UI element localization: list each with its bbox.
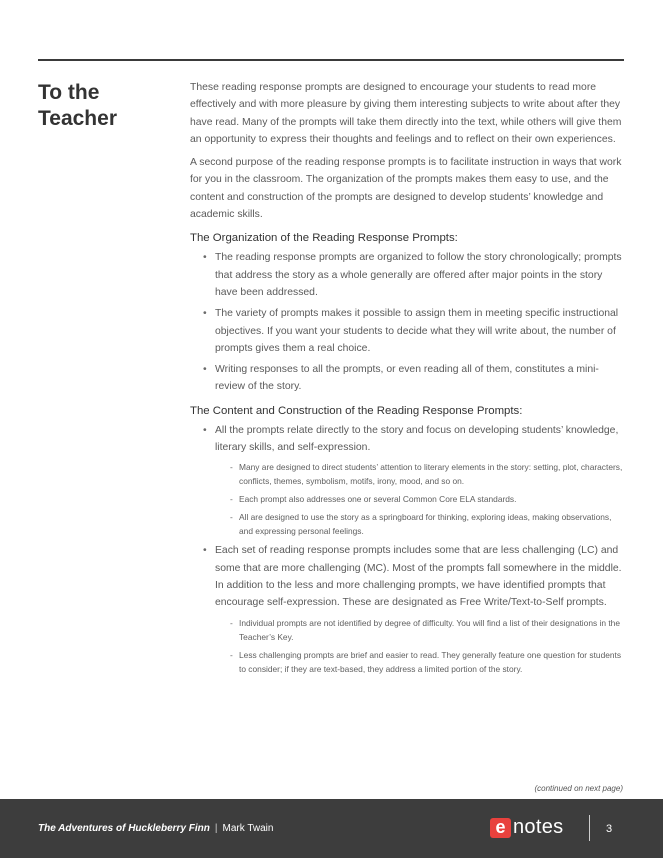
sub-list-item: - Less challenging prompts are brief and easier to read. They generally feature one question for students to consider; if they are text-based, they address a limited portion of the story.: [215, 648, 626, 676]
author-name: Mark Twain: [222, 823, 274, 834]
sub-list-item: - Many are designed to direct students’ attention to literary elements in the story: setting, plot, characters, conflicts, themes, symbolism, motifs, irony, mood, and so on.: [215, 460, 626, 488]
top-rule: [38, 59, 624, 61]
list-item-text: All the prompts relate directly to the story and focus on developing students’ knowledge, literary skills, and self-expression.: [215, 424, 619, 454]
intro-paragraph-2: A second purpose of the reading response prompts is to facilitate instruction in ways that work for you in the classroom. The organization of the prompts makes them easy to use, and the content and construction of the prompts are designed to develop students’ knowledge and academic skills.: [190, 157, 622, 221]
page-footer: [0, 799, 663, 858]
logo-text: notes: [513, 816, 564, 838]
list-item: • Writing responses to all the prompts, or even reading all of them, constitutes a mini-review of the story.: [190, 361, 626, 396]
list-item: [190, 542, 626, 675]
intro-paragraph-1: These reading response prompts are designed to encourage your students to read more effectively and with more pleasure by giving them interesting subjects to write about after they have read. Many of the prompts will take them directly into the text, while others will give them an opportunity to express their thoughts and feelings and to reflect on their own experiences.: [190, 82, 622, 145]
sub-list: [215, 616, 626, 676]
list-item: • The variety of prompts makes it possible to assign them in meeting specific instructional objectives. If you want your students to decide what they will write about, the number of prompts gives them a real choice.: [190, 305, 626, 357]
sub-list: [215, 460, 626, 538]
logo-mark: e: [490, 818, 511, 838]
footer-book-title: [38, 822, 273, 836]
book-title: The Adventures of Huckleberry Finn: [38, 823, 210, 834]
organization-list: [190, 249, 626, 395]
page-title: To the Teacher: [38, 81, 117, 130]
list-item: [190, 422, 626, 539]
footer-divider: [589, 815, 590, 841]
page-number: 3: [606, 823, 613, 835]
content-list: [190, 422, 626, 676]
content-heading: The Content and Construction of the Reading Response Prompts:: [190, 404, 523, 417]
sub-list-item: - Each prompt also addresses one or several Common Core ELA standards.: [215, 492, 626, 506]
list-item-text: Each set of reading response prompts includes some that are less challenging (LC) and some that are more challenging (MC). Most of the prompts fall somewhere in the middle. In addition to the less and more challenging prompts, we have identified prompts that encourage self-expression. These are designated as Free Write/Text-to-Self prompts.: [215, 545, 622, 609]
main-content: [190, 79, 626, 680]
sub-list-item: - Individual prompts are not identified by degree of difficulty. You will find a list of their designations in the Teacher’s Key.: [215, 616, 626, 644]
sub-list-item: - All are designed to use the story as a springboard for thinking, exploring ideas, making observations, and expressing personal feelings.: [215, 510, 626, 538]
continued-note: (continued on next page): [534, 784, 623, 793]
list-item: • The reading response prompts are organized to follow the story chronologically; prompts that address the story as a whole generally are offered after major points in the story have been addressed.: [190, 249, 626, 301]
title-separator: |: [214, 823, 218, 834]
organization-heading: The Organization of the Reading Response Prompts:: [190, 232, 458, 245]
